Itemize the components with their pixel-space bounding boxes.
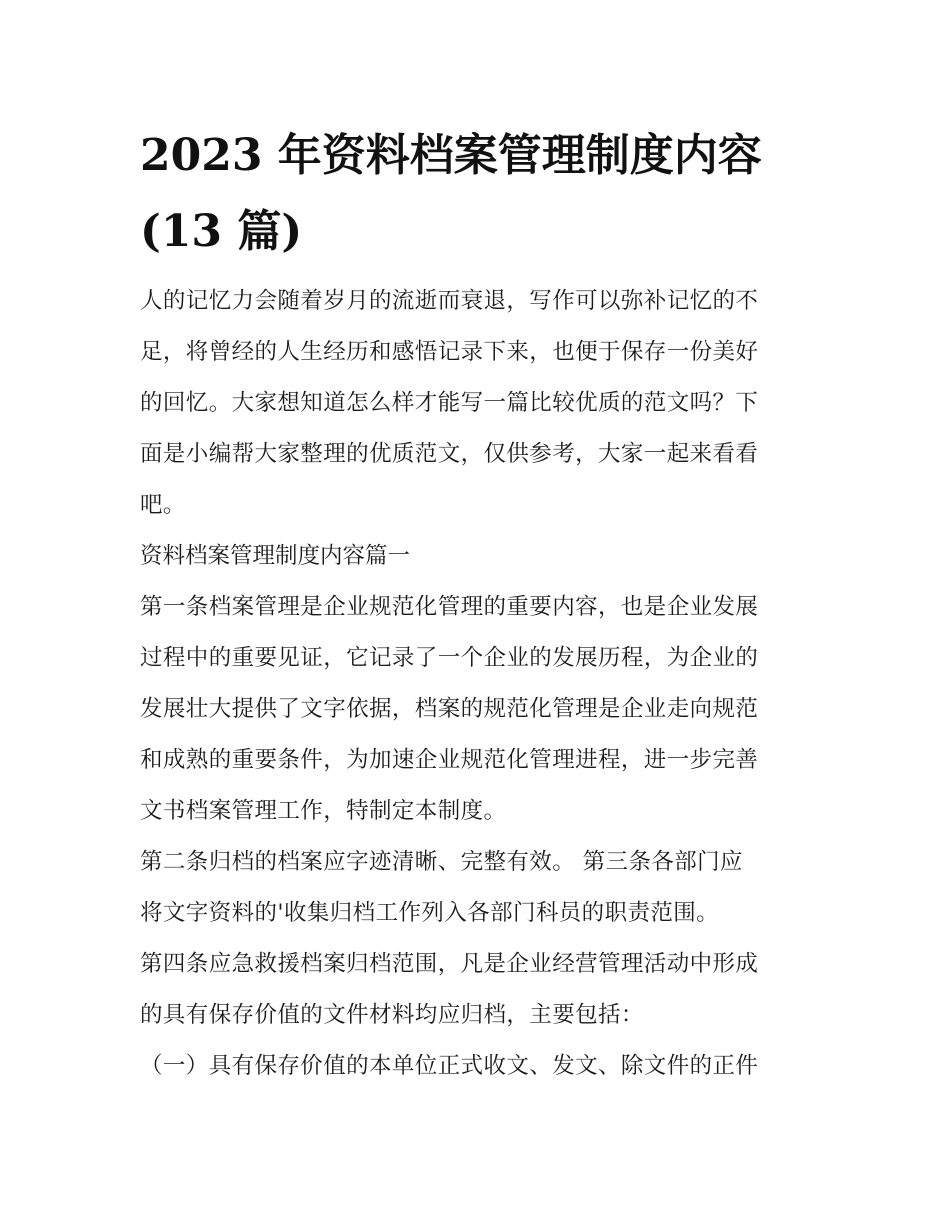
document-body xyxy=(140,276,812,1092)
paragraph-line: 吧。 xyxy=(140,492,186,518)
paragraph-line: 的具有保存价值的文件材料均应归档，主要包括： xyxy=(140,1002,644,1028)
paragraph-line: 第一条档案管理是企业规范化管理的重要内容，也是企业发展 xyxy=(140,594,759,620)
paragraph-line: 发展壮大提供了文字依据，档案的规范化管理是企业走向规范 xyxy=(140,696,759,722)
paragraph-line: 人的记忆力会随着岁月的流逝而衰退，写作可以弥补记忆的不 xyxy=(140,288,759,314)
document-content xyxy=(140,118,812,1092)
paragraph-line: 和成熟的重要条件，为加速企业规范化管理进程，进一步完善 xyxy=(140,747,759,773)
paragraph-line: 文书档案管理工作，特制定本制度。 xyxy=(140,798,507,824)
paragraph-line: 面是小编帮大家整理的优质范文，仅供参考，大家一起来看看 xyxy=(140,441,759,467)
document-title xyxy=(140,118,812,270)
paragraph-line: 第二条归档的档案应字迹清晰、完整有效。 第三条各部门应 xyxy=(140,849,743,875)
paragraph-line: 的回忆。大家想知道怎么样才能写一篇比较优质的范文吗？下 xyxy=(140,390,759,416)
title-line: 2023 年资料档案管理制度内容 xyxy=(140,130,762,181)
paragraph-line: 足，将曾经的人生经历和感悟记录下来，也便于保存一份美好 xyxy=(140,339,759,365)
paragraph-line: 过程中的重要见证，它记录了一个企业的发展历程，为企业的 xyxy=(140,645,759,671)
section-heading: 资料档案管理制度内容篇一 xyxy=(140,543,411,569)
paragraph-line: （一）具有保存价值的本单位正式收文、发文、除文件的正件 xyxy=(140,1053,759,1079)
paragraph-line: 第四条应急救援档案归档范围，凡是企业经营管理活动中形成 xyxy=(140,951,759,977)
paragraph-line: 将文字资料的'收集归档工作列入各部门科员的职责范围。 xyxy=(140,900,720,926)
title-line: (13 篇) xyxy=(140,206,303,257)
